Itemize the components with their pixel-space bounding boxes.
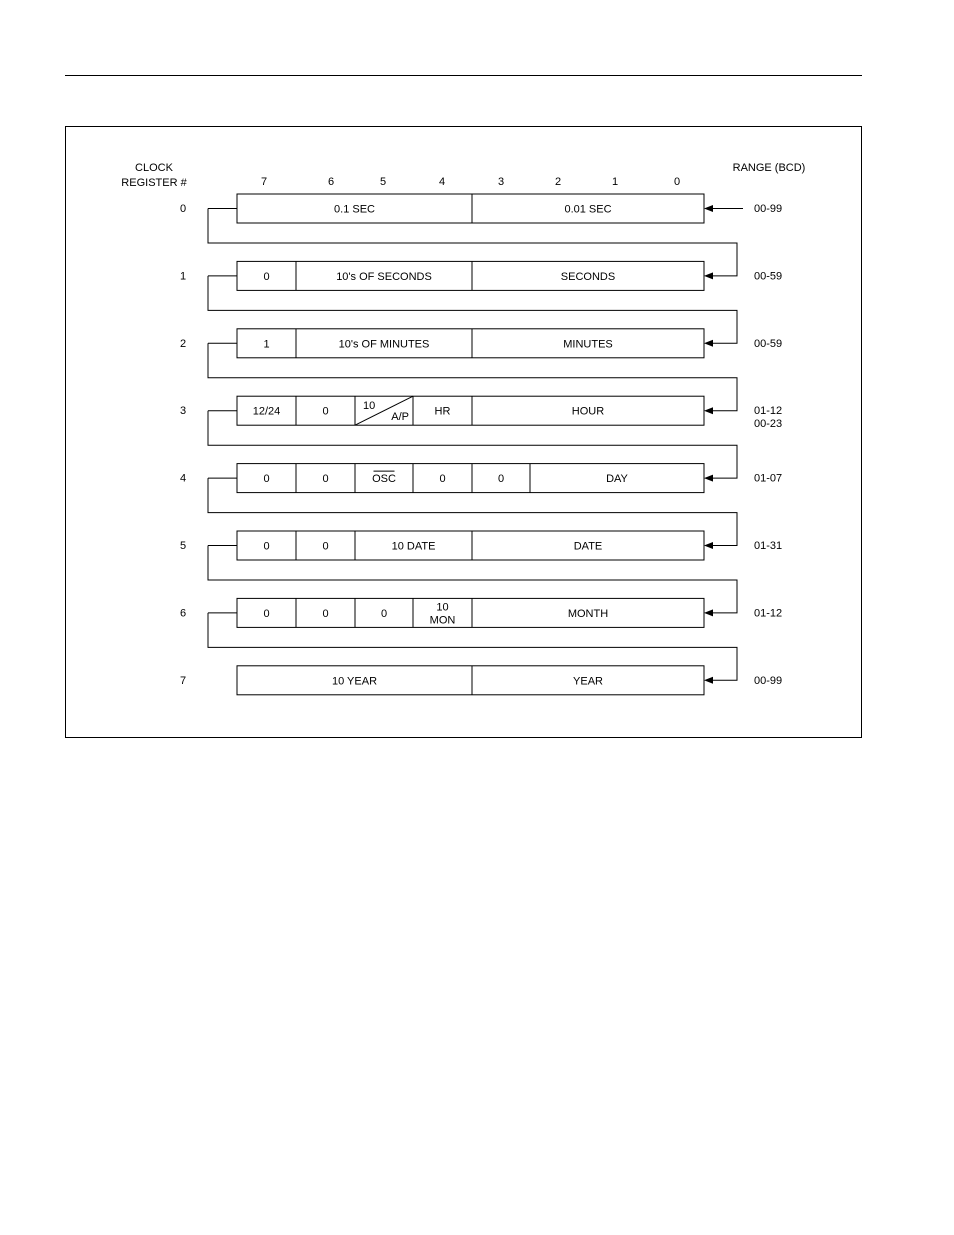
field-label-upper: 10 <box>363 400 376 413</box>
register-row-1 <box>180 209 782 291</box>
range-value: 01-12 <box>754 607 783 620</box>
field-label: 10's OF SECONDS <box>336 270 432 283</box>
field-label: HR <box>434 405 451 418</box>
field-label: YEAR <box>573 675 603 688</box>
field-label-upper: 10 <box>436 601 449 614</box>
register-box <box>237 598 704 627</box>
field-label: 10 YEAR <box>331 675 378 688</box>
register-row-7 <box>180 613 782 695</box>
field-label: 0 <box>322 405 329 418</box>
register-row-6 <box>180 546 782 628</box>
field-label: 0.01 SEC <box>564 203 612 216</box>
bit-number-2: 2 <box>554 176 562 188</box>
range-value: 01-07 <box>754 472 783 485</box>
bit-number-7: 7 <box>260 176 268 188</box>
arrow-head <box>704 475 713 482</box>
register-rows <box>180 194 782 695</box>
field-label-lower: A/P <box>391 411 409 424</box>
field-label: 0 <box>263 270 270 283</box>
field-label: 0.1 SEC <box>334 203 375 216</box>
field-label: 10 DATE <box>391 540 436 553</box>
register-number: 5 <box>179 540 187 552</box>
range-header: RANGE (BCD) <box>732 162 806 174</box>
field-label: DAY <box>606 473 628 486</box>
register-box <box>237 396 704 425</box>
field-label: 0 <box>322 540 329 553</box>
field-label: 0 <box>380 607 388 620</box>
register-row-4 <box>180 411 782 493</box>
bit-number-5: 5 <box>379 176 387 188</box>
register-box <box>237 464 704 493</box>
bit-number-0: 0 <box>673 176 681 188</box>
field-label: OSC <box>372 473 396 486</box>
field-label: 0 <box>439 473 446 486</box>
register-box <box>237 329 704 358</box>
register-number: 1 <box>179 270 187 283</box>
arrow-head <box>704 205 713 212</box>
field-label: HOUR <box>571 405 605 418</box>
register-row-0 <box>180 194 782 223</box>
register-number: 6 <box>179 607 187 620</box>
range-value: 01-12 <box>754 405 783 418</box>
bit-number-1: 1 <box>611 176 619 188</box>
register-box <box>237 666 704 695</box>
field-label: 0 <box>322 473 329 486</box>
field-label: 12/24 <box>252 405 281 418</box>
field-label: 0 <box>263 473 270 486</box>
range-value: 00-99 <box>754 203 783 215</box>
register-number: 2 <box>179 337 187 350</box>
field-label: 0 <box>263 607 270 620</box>
range-value: 00-99 <box>754 674 783 687</box>
clock-register-header-line1: CLOCK <box>135 162 173 174</box>
bit-number-row <box>261 176 680 188</box>
field-label: 10's OF MINUTES <box>338 338 430 351</box>
arrow-head <box>704 340 713 347</box>
bit-number-3: 3 <box>497 176 505 188</box>
field-label: SECONDS <box>560 270 616 283</box>
register-row-3 <box>180 343 782 430</box>
register-box <box>237 194 704 223</box>
register-number: 7 <box>179 674 187 687</box>
field-label: 0 <box>497 473 505 486</box>
bit-number-4: 4 <box>438 176 446 188</box>
register-number: 3 <box>179 405 187 418</box>
clock-register-header-line2: REGISTER # <box>121 177 187 189</box>
register-row-2 <box>180 276 782 358</box>
register-number: 4 <box>179 472 187 485</box>
register-box <box>237 261 704 290</box>
arrow-head <box>704 272 713 279</box>
range-value: 00-59 <box>754 337 783 350</box>
field-label: 0 <box>322 607 329 620</box>
range-value: 00-59 <box>754 270 783 283</box>
field-label: DATE <box>573 540 603 553</box>
register-number: 0 <box>179 203 187 215</box>
field-label: 1 <box>263 338 270 351</box>
arrow-head <box>704 677 713 684</box>
field-label: 0 <box>263 540 270 553</box>
field-label: MINUTES <box>563 338 613 351</box>
range-value: 01-31 <box>754 540 783 552</box>
range-value: 00-23 <box>754 418 783 431</box>
arrow-head <box>704 407 713 414</box>
register-box <box>237 531 704 560</box>
field-label: MONTH <box>567 607 609 620</box>
bit-number-6: 6 <box>327 176 335 188</box>
field-label-lower: MON <box>429 614 456 627</box>
arrow-head <box>704 609 713 616</box>
register-row-5 <box>180 478 782 560</box>
arrow-head <box>704 542 713 549</box>
